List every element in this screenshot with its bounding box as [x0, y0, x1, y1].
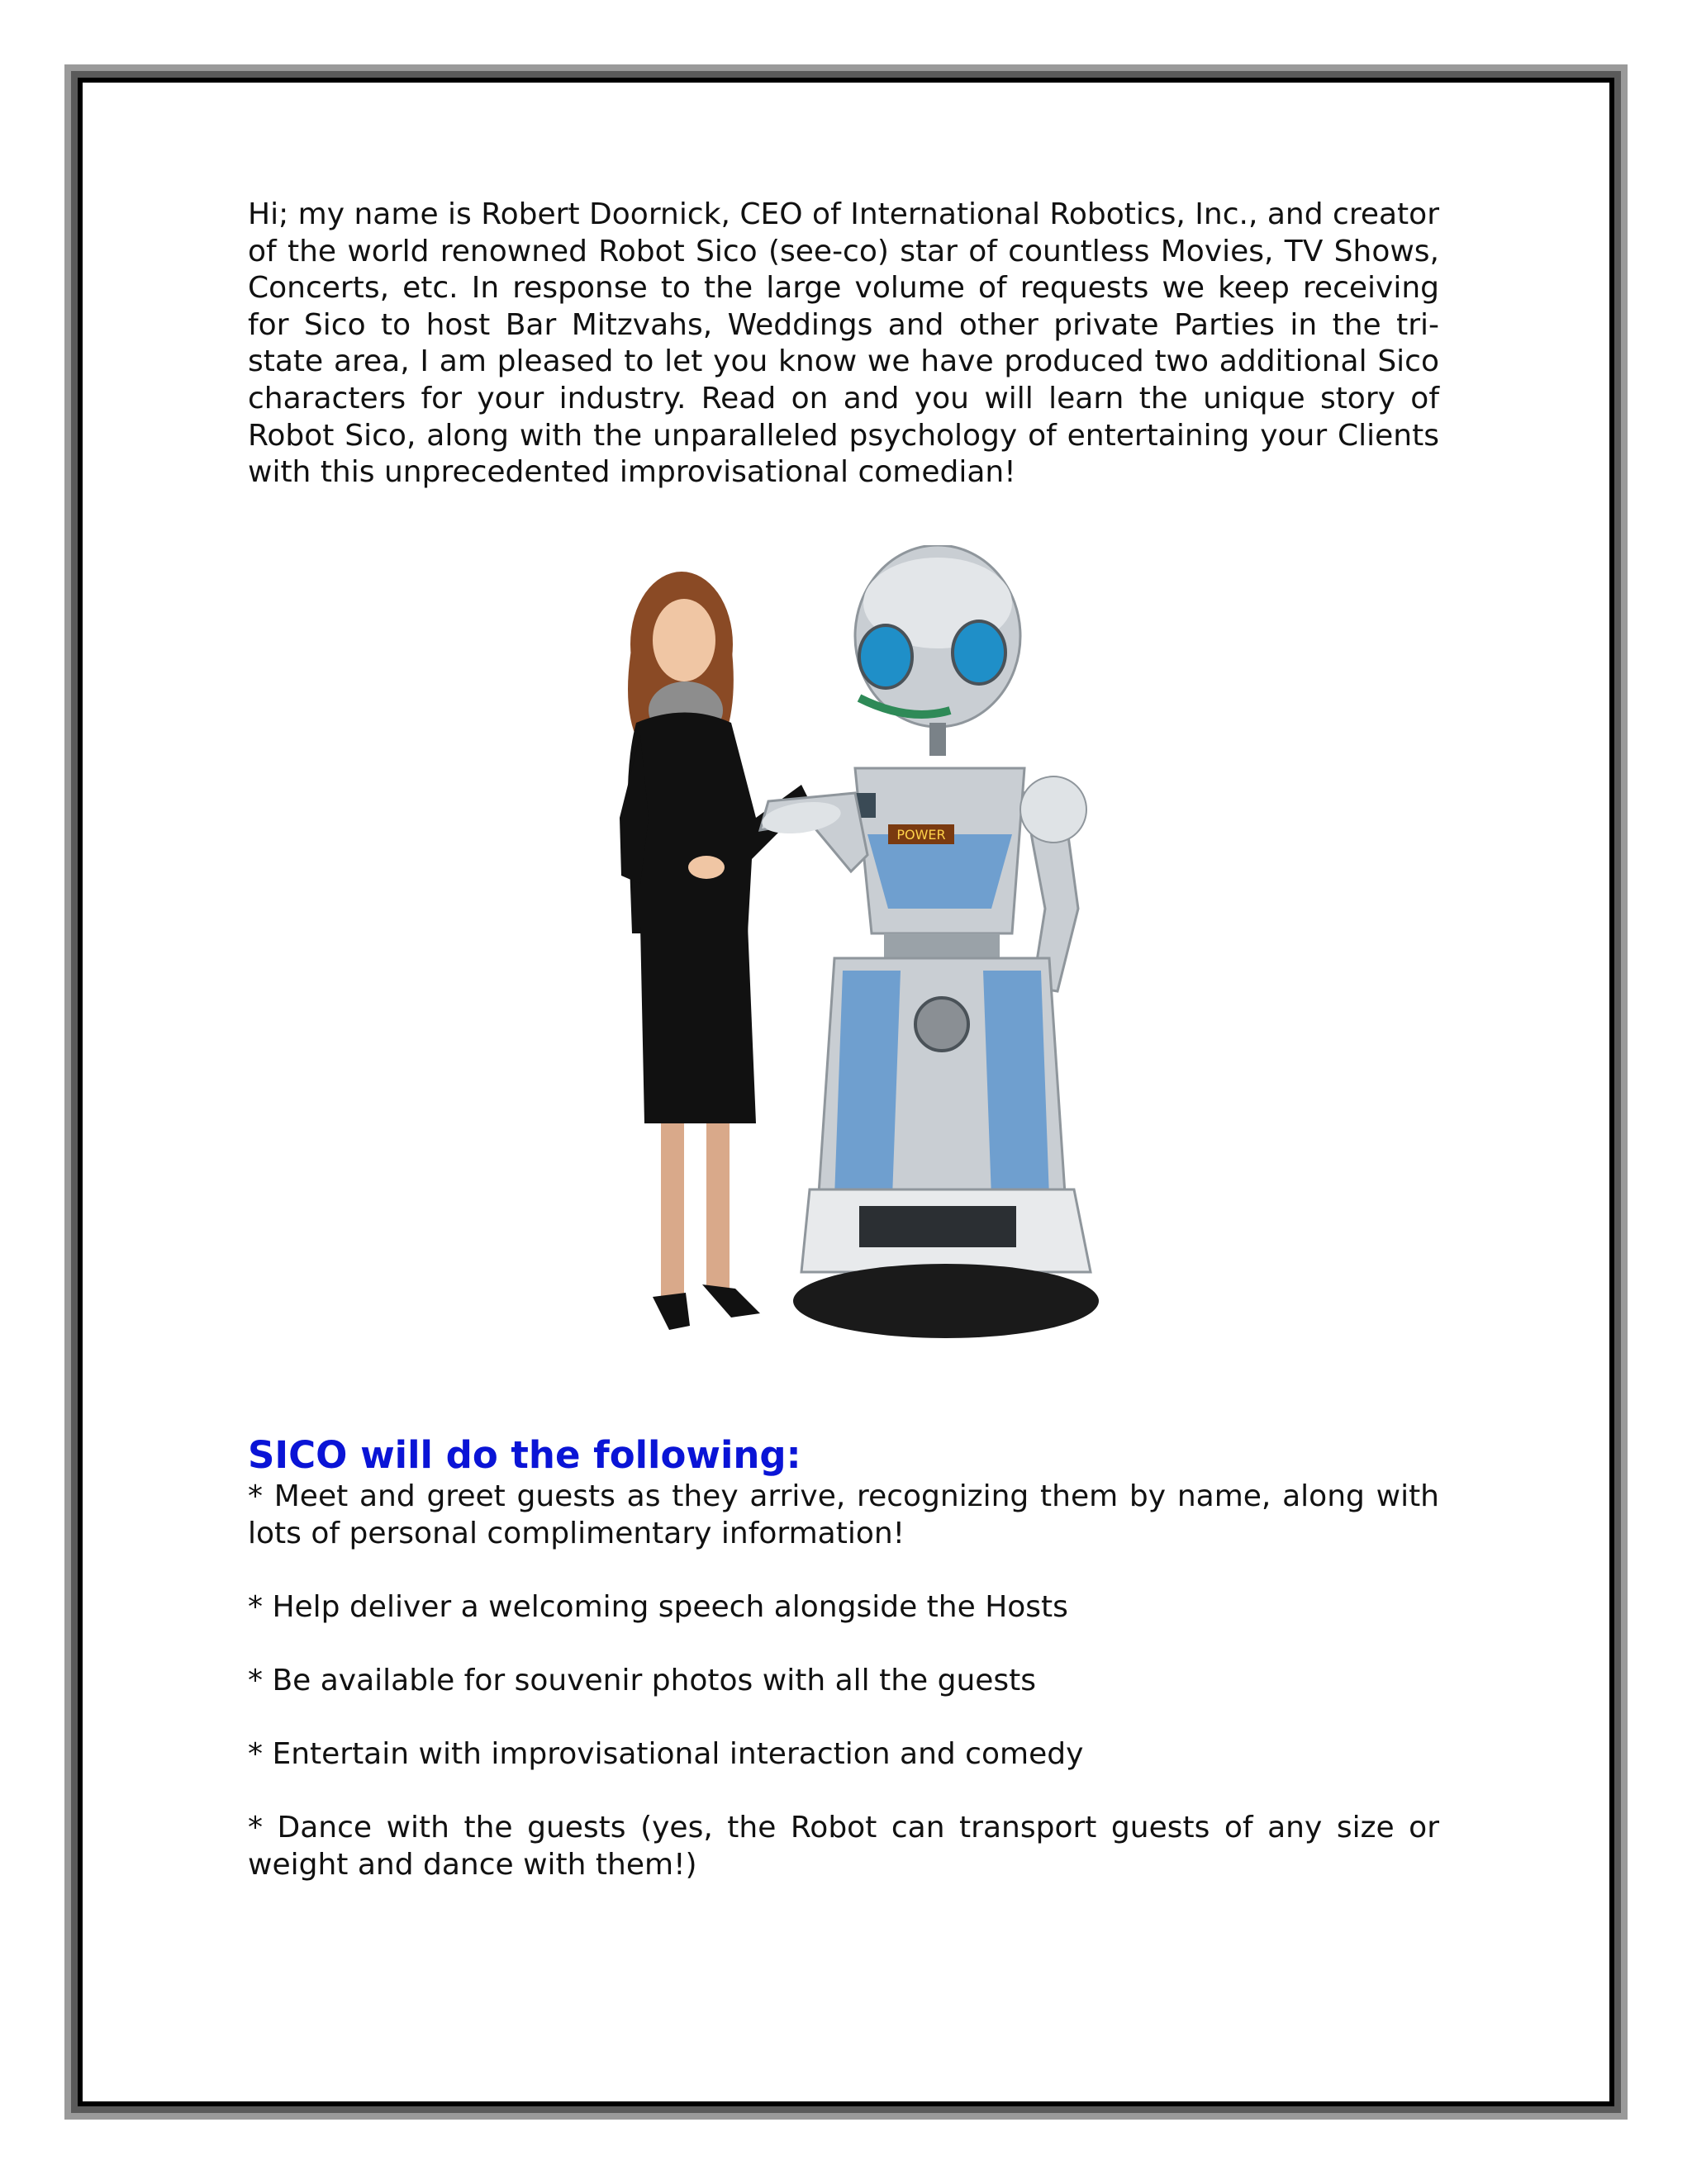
- list-item: * Entertain with improvisational interaction and comedy: [248, 1737, 1084, 1772]
- photo-woman-with-robot: [562, 545, 1124, 1371]
- woman-figure: [620, 572, 810, 1330]
- feature-list: [248, 1479, 1439, 1920]
- list-item: * Help deliver a welcoming speech alongside the Hosts: [248, 1589, 1068, 1624]
- intro-paragraph: Hi; my name is Robert Doornick, CEO of International Robotics, Inc., and creator of the world renowned Robot Sico (see-co) star of countless Movies, TV Shows, Concerts, etc. In response to the large volume of requests we keep receiving for Sico to host Bar Mitzvahs, Weddings and other private Parties in the tri-state area, I am pleased to let you know we have produced two additional Sico characters for your industry. Read on and you will learn the unique story of Robot Sico, along with the unparalleled psychology of entertaining your Clients with this unprecedented improvisational comedian!: [248, 197, 1439, 490]
- list-item: * Dance with the guests (yes, the Robot can transport guests of any size or weight and dance with them!): [248, 1811, 1439, 1882]
- list-item: * Be available for souvenir photos with all the guests: [248, 1663, 1037, 1697]
- robot-figure: [760, 545, 1099, 1338]
- robot-badge-text: POWER: [896, 827, 946, 843]
- list-item: * Meet and greet guests as they arrive, recognizing them by name, along with lots of personal complimentary information!: [248, 1479, 1439, 1550]
- section-heading: SICO will do the following:: [248, 1433, 801, 1477]
